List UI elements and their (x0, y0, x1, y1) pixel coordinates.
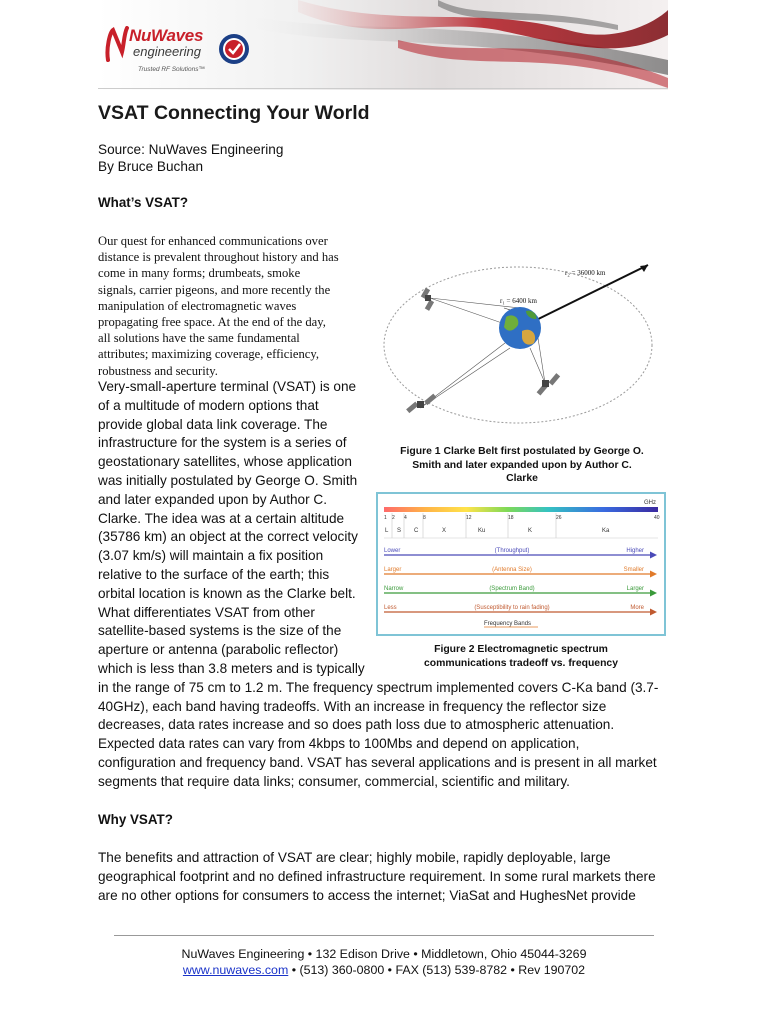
scale-number: 18 (508, 515, 514, 521)
text-line: Expected data rates can vary from 4kbps to 100Mbs and depend on application, (98, 736, 580, 752)
tradeoff-left-label: Larger (384, 567, 402, 573)
nuwaves-n-icon (104, 26, 130, 64)
arrowhead (650, 571, 657, 578)
text-line: provide global data link coverage. The (98, 416, 328, 432)
band-label: X (442, 528, 447, 534)
scale-number: 4 (404, 515, 407, 521)
text-line: was initially postulated by George O. Smith (98, 472, 358, 488)
tradeoff-left-label: Lower (384, 548, 401, 554)
clarke-belt-figure (380, 253, 666, 431)
arrowhead (650, 552, 657, 559)
logo-sub-text: engineering (133, 44, 201, 59)
tradeoff-metric-label: (Spectrum Band) (489, 586, 535, 592)
text-line: are no other options for consumers to access the internet; ViaSat and HughesNet provide (98, 887, 636, 903)
text-line: decreases, data rates increase and so does path loss due to atmospheric attenuation. (98, 717, 615, 733)
text-line: attributes; maximizing coverage, efficiency, (98, 347, 319, 362)
tradeoff-metric-label: (Antenna Size) (492, 567, 532, 573)
why-vsat-paragraph (98, 849, 656, 905)
band-label: L (385, 528, 389, 534)
tradeoff-right-label: Higher (626, 548, 644, 554)
text-line: come in many forms; drumbeats, smoke (98, 266, 301, 281)
tradeoff-right-label: More (630, 605, 644, 611)
scale-number: 26 (556, 515, 562, 521)
page-title: VSAT Connecting Your World (98, 102, 370, 124)
orbit-radius-label: r₂ = 36000 km (565, 269, 606, 277)
text-line: geostationary satellites, whose application (98, 454, 352, 470)
scale-number: 2 (392, 515, 395, 521)
text-line: all solutions have the same fundamental (98, 331, 300, 346)
caption-line: Figure 2 Electromagnetic spectrum (434, 644, 608, 655)
text-line: (35786 km) an object at the correct velocity (98, 529, 358, 545)
text-line: distance is prevalent throughout history and has (98, 250, 339, 265)
section-heading-whats-vsat: What’s VSAT? (98, 195, 189, 210)
section-heading-why-vsat: Why VSAT? (98, 812, 173, 827)
spectrum-gradient-bar (384, 507, 658, 512)
frequency-bands-label: Frequency Bands (484, 621, 532, 627)
tradeoff-left-label: Less (384, 605, 397, 611)
band-label: Ka (602, 528, 610, 534)
text-line: 40GHz), each band having tradeoffs. With an increase in frequency the reflector size (98, 698, 607, 714)
caption-line: Smith and later expanded upon by Author C. (412, 459, 632, 471)
caption-line: Figure 1 Clarke Belt first postulated by George O. (400, 446, 644, 457)
scale-number: 40 (654, 515, 660, 521)
tradeoff-left-label: Narrow (384, 586, 404, 592)
tradeoff-right-label: Larger (626, 586, 644, 592)
text-line: in the range of 75 cm to 1.2 m. The frequency spectrum implemented covers C-Ka band (3.7- (98, 679, 659, 695)
band-label: K (528, 528, 533, 534)
band-label: S (397, 528, 402, 534)
text-line: segments that require data links; consumer, commercial, scientific and military. (98, 773, 570, 789)
tradeoff-metric-label: (Throughput) (494, 548, 530, 554)
scale-number: 8 (423, 515, 426, 521)
text-line: infrastructure for the system is a series of (98, 435, 347, 451)
band-label: C (414, 528, 419, 534)
text-line: aperture or antenna (parabolic reflector) (98, 642, 339, 658)
text-line: manipulation of electromagnetic waves (98, 298, 297, 313)
spectrum-chart (378, 494, 664, 634)
band-label: Ku (478, 528, 486, 534)
tradeoff-metric-label: (Susceptibility to rain fading) (474, 605, 550, 611)
earth-radius-label: r₁ = 6400 km (500, 297, 537, 305)
text-line: propagating free space. At the end of the day, (98, 315, 326, 330)
footer-divider (114, 935, 654, 936)
text-line: Clarke. The idea was at a certain altitude (98, 510, 345, 526)
text-line: Very-small-aperture terminal (VSAT) is one (98, 379, 357, 394)
text-line: relative to the surface of the earth; this (98, 566, 330, 582)
intro-paragraph (98, 233, 373, 379)
text-line: configuration and frequency band. VSAT has several applications and is present in all market (98, 754, 657, 770)
satellite-icon (421, 288, 434, 311)
tradeoff-right-label: Smaller (623, 567, 644, 573)
caption-line: Clarke (506, 473, 538, 485)
earth-globe (499, 307, 541, 349)
certification-badge-icon (218, 33, 250, 65)
figure-2-caption (376, 643, 666, 670)
text-line: and later expanded upon by Author C. (98, 491, 327, 507)
text-line: (3.07 km/s) will maintain a fix position (98, 548, 324, 564)
spectrum-tradeoff-figure (376, 492, 666, 636)
text-line: What differentiates VSAT from other (98, 604, 315, 620)
footer-address: NuWaves Engineering • 132 Edison Drive • Middletown, Ohio 45044-3269 (181, 947, 587, 961)
footer-contact (0, 963, 768, 977)
author-line: By Bruce Buchan (98, 159, 204, 174)
text-line: of a multitude of modern options that (98, 397, 319, 413)
text-line: which is less than 3.8 meters and is typically (98, 660, 365, 676)
text-line: Our quest for enhanced communications over (98, 234, 328, 248)
source-line: Source: NuWaves Engineering (98, 142, 284, 157)
text-line: The benefits and attraction of VSAT are clear; highly mobile, rapidly deployable, large (98, 850, 611, 865)
spectrum-unit: GHz (644, 500, 656, 506)
satellite-icon (406, 394, 436, 414)
website-link[interactable]: www.nuwaves.com (182, 963, 289, 977)
caption-line: communications tradeoff vs. frequency (423, 657, 618, 669)
logo-brand-text: NuWaves (129, 26, 204, 45)
arrowhead (650, 590, 657, 597)
text-line: signals, carrier pigeons, and more recently the (98, 282, 331, 297)
scale-number: 12 (466, 515, 472, 521)
arrowhead (650, 609, 657, 616)
text-line: geographical footprint and no defined infrastructure requirement. In some rural markets there (98, 868, 656, 884)
text-line: satellite-based systems is the size of the (98, 623, 342, 639)
figure-1-caption (378, 445, 666, 486)
footer-phone-fax-rev: • (513) 360-0800 • FAX (513) 539-8782 • Rev 190702 (288, 963, 586, 977)
logo-tagline: Trusted RF Solutions™ (138, 66, 205, 73)
scale-number: 1 (384, 515, 387, 521)
text-line: robustness and security. (98, 363, 218, 378)
text-line: orbital location is known as the Clarke belt. (98, 585, 356, 601)
satellite-icon (537, 373, 561, 395)
